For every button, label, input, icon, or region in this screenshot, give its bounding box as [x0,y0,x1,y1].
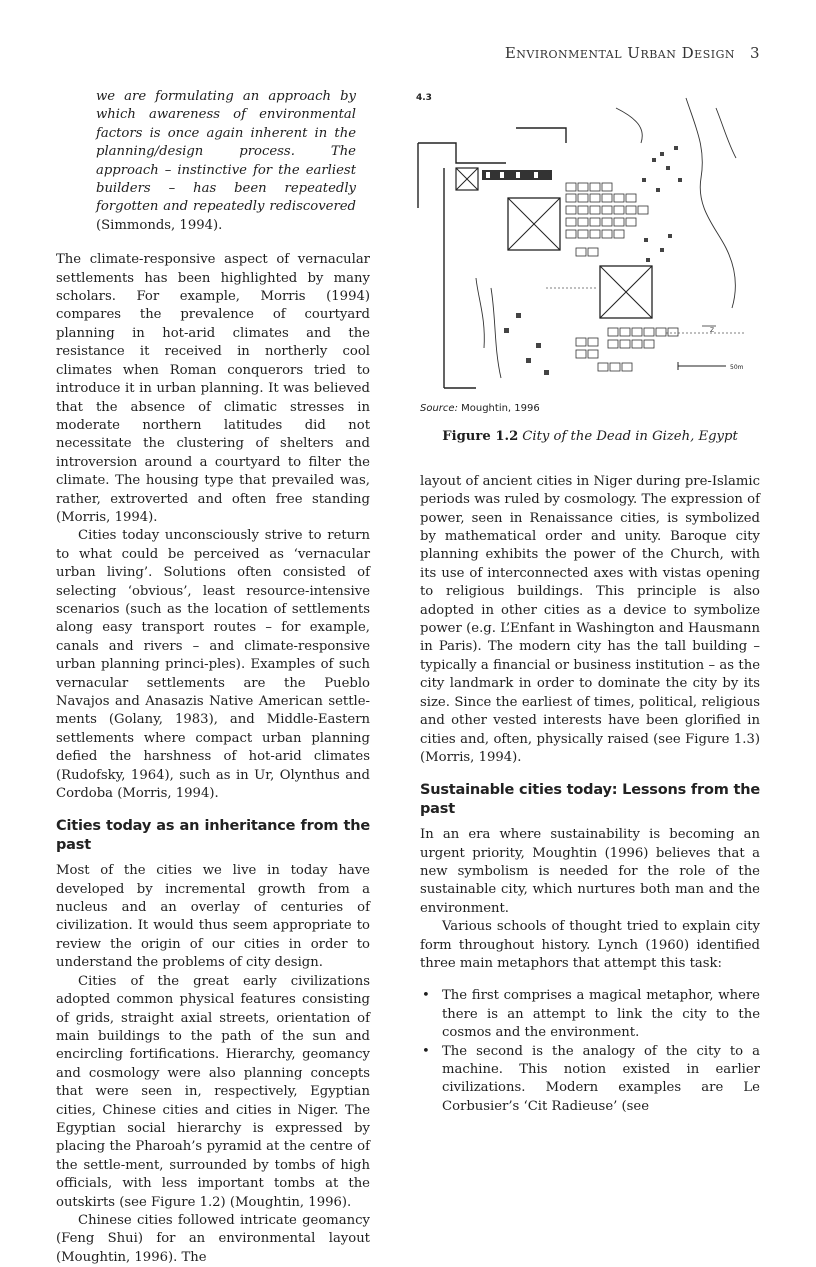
plate-number: 4.3 [416,93,432,103]
paragraph: Cities of the great early civilizations adopted common physical features consisting of grids, straight axial streets, orientation of main buildings to the path of the sun and encircling fortifications. Hierarchy, geomancy and cosmology were also planning concepts that were seen in, respectively, Egyptian cities, Chinese cities and cities in Niger. The Egyptian social hierarchy is expressed by placing the Pharoah’s pyramid at the centre of the settle-ment, surrounded by tombs of high officials, with less important tombs at the outskirts (see Figure 1.2) (Moughtin, 1996). [56,973,370,1210]
source-text: Moughtin, 1996 [461,403,540,414]
source-label: Source: [420,403,458,414]
caption-title: City of the Dead in Gizeh, Egypt [522,429,738,445]
quote-citation: (Simmonds, 1994). [96,217,223,233]
left-column [56,88,370,1267]
svg-text:Z: Z [710,327,715,334]
figure-caption [420,428,760,446]
paragraph: Most of the cities we live in today have developed by incremental growth from a nucleus and an overlay of centuries of civilization. It would thus seem appropriate to review the origin of our cities in order to understand the problems of city design. [56,863,370,971]
right-column [416,88,760,1116]
section-heading: Sustainable cities today: Lessons from the past [420,782,760,817]
list-item-text: The second is the analogy of the city to a machine. This notion existed in earlier civilizations. Modern examples are Le Corbusier’s ‘Cit Radieuse’ (see [442,1043,760,1114]
quote-text: we are formulating an approach by which awareness of environmental factors is once again inherent in the planning/design process. The approach – instinctive for the earliest builders – has been repeatedly forgotten and repeatedly rediscovered [96,89,356,215]
figure-source [420,400,760,418]
section-heading: Cities today as an inheritance from the past [56,818,370,853]
caption-label: Figure 1.2 [442,429,519,445]
figure-site-plan [416,88,758,398]
list-item [420,987,760,1042]
block-quote [96,88,356,235]
bullet-icon: • [422,988,430,1004]
page-number: 3 [749,44,760,62]
running-head-title: Environmental Urban Design [504,44,735,62]
bullet-icon: • [422,1043,430,1059]
list-item-text: The first comprises a magical metaphor, where there is an attempt to link the city to the cosmos and the environment. [442,988,760,1041]
paragraph: Chinese cities followed intricate geomancy (Feng Shui) for an environmental layout (Moughtin, 1996). The [56,1212,370,1265]
list-item [420,1043,760,1117]
scale-label: 50m [730,364,744,371]
paragraph: Cities today unconsciously strive to return to what could be perceived as ‘vernacular urban living’. Solutions often consisted of selecting ‘obvious’, least resource-intensive scenarios (such as the location of settlements along easy transport routes – for example, canals and rivers – and climate-responsive urban planning princi-ples). Examples of such vernacular settlements are the Pueblo Navajos and Anasazis Native American settle-ments (Golany, 1983), and Middle-Eastern settlements where compact urban planning defied the harshness of hot-arid climates (Rudofsky, 1964), such as in Ur, Olynthus and Cordoba (Morris, 1994). [56,528,370,802]
paragraph: Various schools of thought tried to explain city form throughout history. Lynch (1960) identified three main metaphors that attempt this task: [420,919,760,971]
paragraph: In an era where sustainability is becoming an urgent priority, Moughtin (1996) believes that a new symbolism is needed for the role of the sustainable city, which nurtures both man and the environment. [420,827,760,916]
paragraph: layout of ancient cities in Niger during pre-Islamic periods was ruled by cosmology. The expression of power, seen in Renaissance cities, is symbolized by mathematical order and unity. Baroque city planning exhibits the power of the Church, with its use of interconnected axes with vistas opening to religious buildings. This principle is also adopted in other cities as a device to symbolize power (e.g. L’Enfant in Washington and Hausmann in Paris). The modern city has the tall building – typically a financial or business institution – as the city landmark in order to dominate the city by its size. Since the earliest of times, political, religious and other vested interests have been glorified in cities and, often, physically raised (see Figure 1.3) (Morris, 1994). [420,473,760,765]
running-head [505,44,760,62]
site-plan-drawing [416,88,758,398]
paragraph: The climate-responsive aspect of vernacular settlements has been highlighted by many scholars. For example, Morris (1994) compares the prevalence of courtyard planning in hot-arid climates and the resistance it received in northerly cool climates when Roman conquerors tried to introduce it in urban planning. It was believed that the absence of climatic stresses in moderate northern latitudes did not necessitate the clustering of shelters and introversion around a courtyard to filter the climate. The housing type that prevailed was, rather, extroverted and often free standing (Morris, 1994). [56,252,370,525]
bullet-list [420,987,760,1116]
